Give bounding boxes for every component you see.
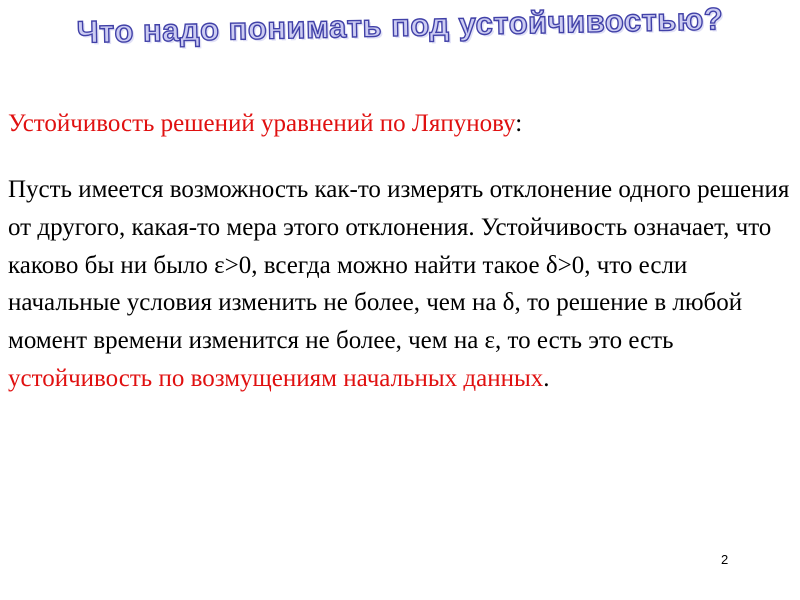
body-end: . bbox=[543, 364, 550, 392]
slide-title: Что надо понимать под устойчивостью? bbox=[76, 1, 724, 50]
section-heading bbox=[8, 110, 522, 138]
page-number: 2 bbox=[721, 552, 729, 567]
heading-colon: : bbox=[515, 110, 523, 137]
body-text-part1: Пусть имеется возможность как-то измерять отклонение одного решения от другого, какая-то мера этого отклонения. Устойчивость означает, что каково бы ни было ε>0, всегда можно найти такое δ>0, что если начальные условия изменить не более, чем на δ, то решение в любой момент времени изменится не более, чем на ε, то есть это есть bbox=[8, 176, 790, 355]
body-highlight: устойчивость по возмущениям начальных данных bbox=[8, 364, 544, 392]
heading-text: Устойчивость решений уравнений по Ляпунову bbox=[8, 110, 516, 137]
body-paragraph bbox=[8, 171, 794, 398]
